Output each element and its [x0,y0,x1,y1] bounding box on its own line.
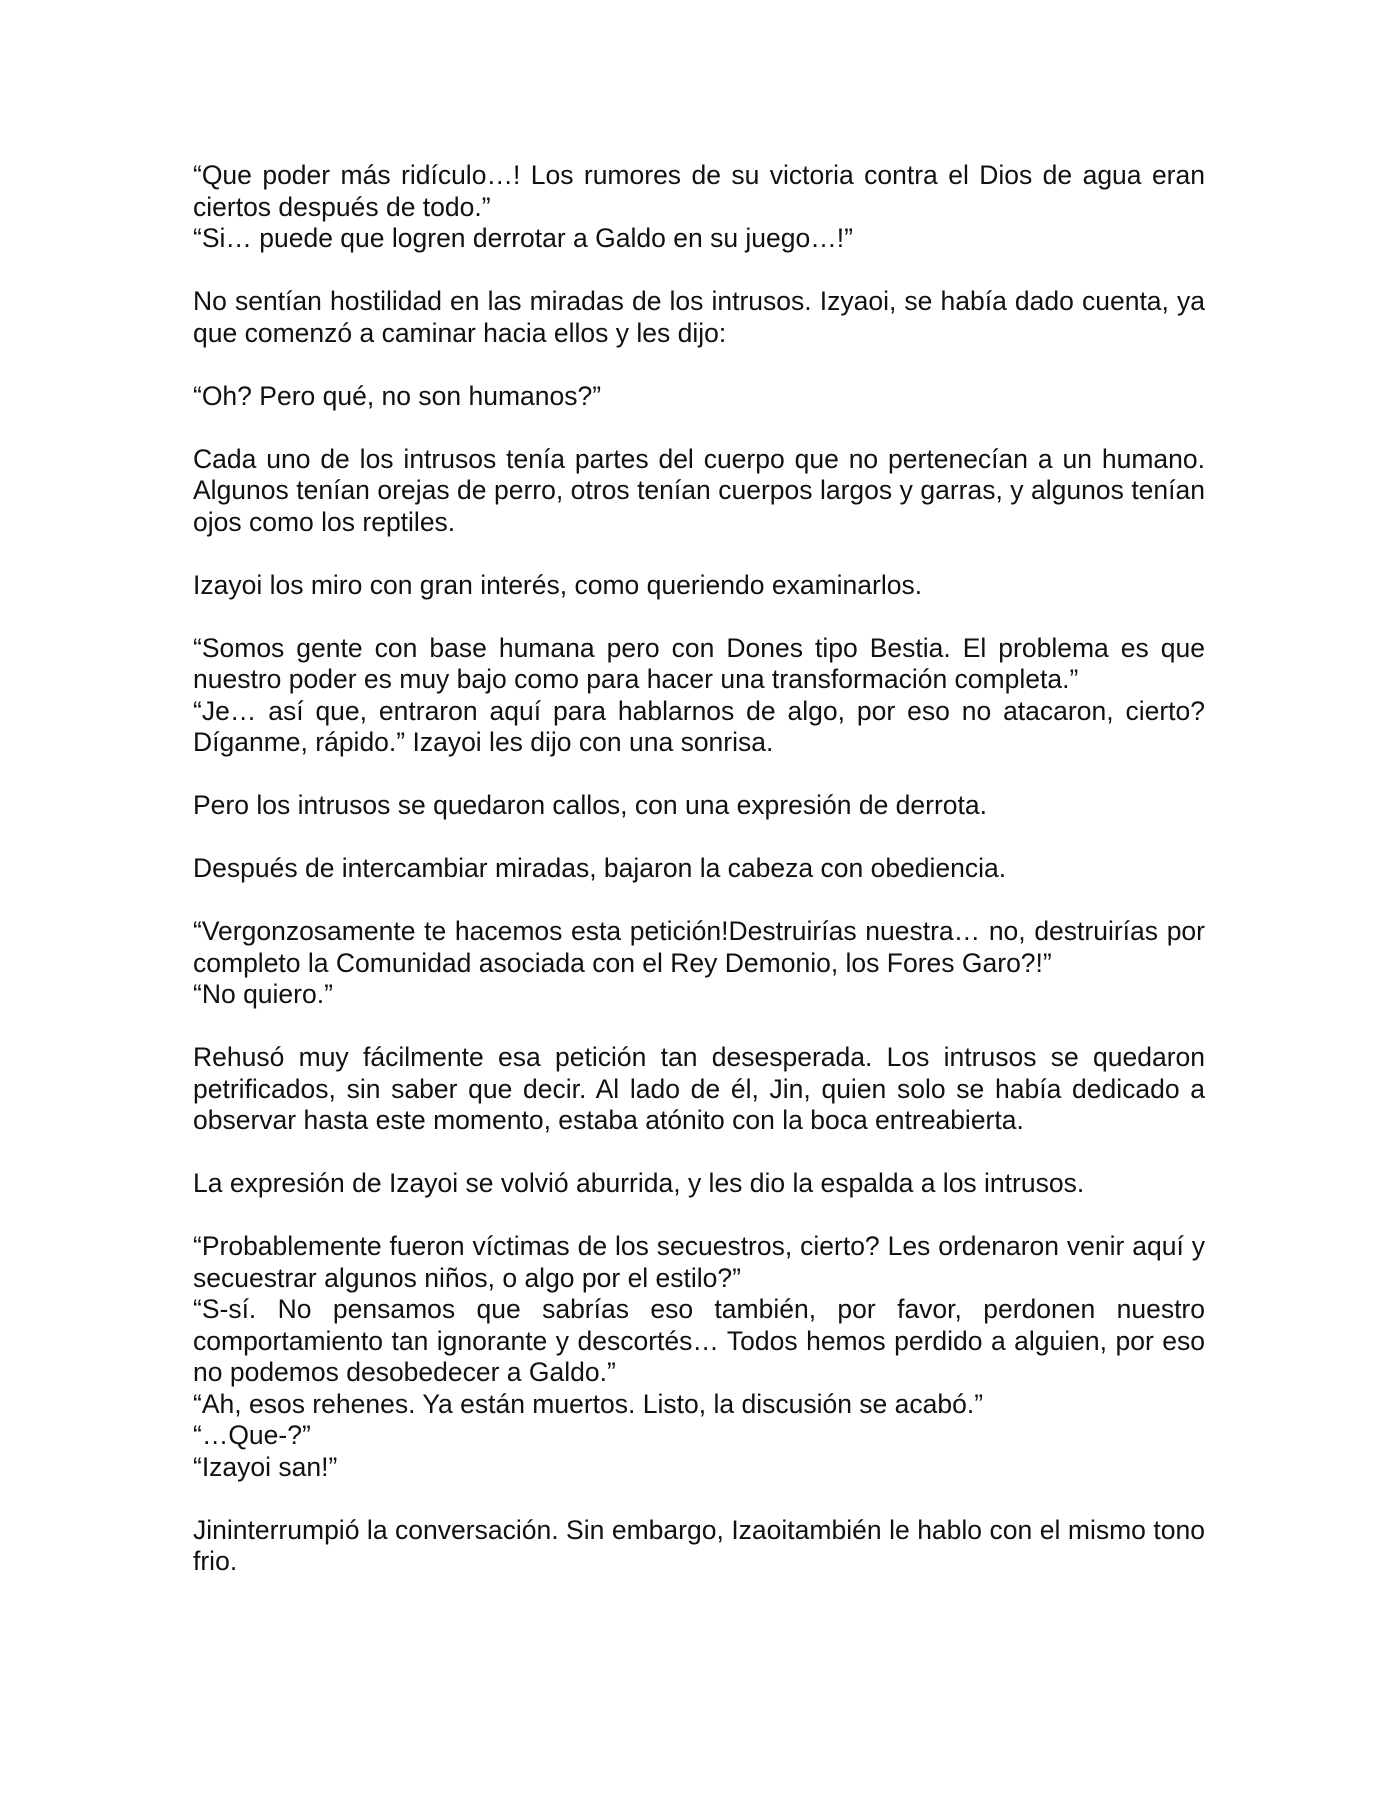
narration-line: Cada uno de los intrusos tenía partes del cuerpo que no pertenecían a un humano. Algunos tenían orejas de perro, otros tenían cuerpos largos y garras, y algunos tenían ojos como los reptiles. [193,443,1205,537]
dialogue-line: “Somos gente con base humana pero con Dones tipo Bestia. El problema es que nuestro poder es muy bajo como para hacer una transformación completa.” [193,632,1205,694]
paragraph-4 [193,444,1205,539]
narration-line: Después de intercambiar miradas, bajaron la cabeza con obediencia. [193,853,1007,883]
paragraph-12 [193,1231,1205,1483]
narration-line: Pero los intrusos se quedaron callos, con una expresión de derrota. [193,790,988,820]
dialogue-line: “S-sí. No pensamos que sabrías eso también, por favor, perdonen nuestro comportamiento tan ignorante y descortés… Todos hemos perdido a alguien, por eso no podemos desobedecer a Galdo.” [193,1294,1205,1387]
paragraph-2 [193,286,1205,349]
paragraph-9 [193,916,1205,1011]
dialogue-line: “Probablemente fueron víctimas de los secuestros, cierto? Les ordenaron venir aquí y secuestrar algunos niños, o algo por el estilo?” [193,1231,1205,1293]
dialogue-line: “…Que-?” [193,1420,311,1450]
dialogue-line: “No quiero.” [193,979,333,1009]
narration-line: No sentían hostilidad en las miradas de los intrusos. Izyaoi, se había dado cuenta, ya que comenzó a caminar hacia ellos y les dijo: [193,286,1205,348]
paragraph-7 [193,790,1205,822]
dialogue-line: “Ah, esos rehenes. Ya están muertos. Listo, la discusión se acabó.” [193,1388,984,1419]
paragraph-6 [193,633,1205,759]
paragraph-11 [193,1168,1205,1200]
paragraph-5 [193,570,1205,602]
paragraph-8 [193,853,1205,885]
dialogue-line: “Izayoi san!” [193,1451,338,1482]
paragraph-3 [193,381,1205,413]
narration-line: La expresión de Izayoi se volvió aburrida, y les dio la espalda a los intrusos. [193,1168,1085,1198]
dialogue-line: “Si… puede que logren derrotar a Galdo en su juego…!” [193,223,853,253]
paragraph-1 [193,160,1205,255]
dialogue-line: “Je… así que, entraron aquí para hablarnos de algo, por eso no atacaron, cierto?Díganme, rápido.” Izayoi les dijo con una sonrisa. [193,695,1205,757]
paragraph-10 [193,1042,1205,1137]
narration-line: Jininterrumpió la conversación. Sin embargo, Izaoitambién le hablo con el mismo tono frio. [193,1514,1205,1576]
narration-line: Izayoi los miro con gran interés, como queriendo examinarlos. [193,569,923,600]
document-page [193,160,1205,1609]
paragraph-13 [193,1515,1205,1578]
narration-line: Rehusó muy fácilmente esa petición tan desesperada. Los intrusos se quedaron petrificados, sin saber que decir. Al lado de él, Jin, quien solo se había dedicado a observar hasta este momento, estaba atónito con la boca entreabierta. [193,1042,1205,1135]
dialogue-line: “Vergonzosamente te hacemos esta petición!Destruirías nuestra… no, destruirías por completo la Comunidad asociada con el Rey Demonio, los Fores Garo?!” [193,916,1205,978]
dialogue-line: “Que poder más ridículo…! Los rumores de su victoria contra el Dios de agua eran ciertos después de todo.” [193,160,1205,222]
dialogue-line: “Oh? Pero qué, no son humanos?” [193,380,602,411]
